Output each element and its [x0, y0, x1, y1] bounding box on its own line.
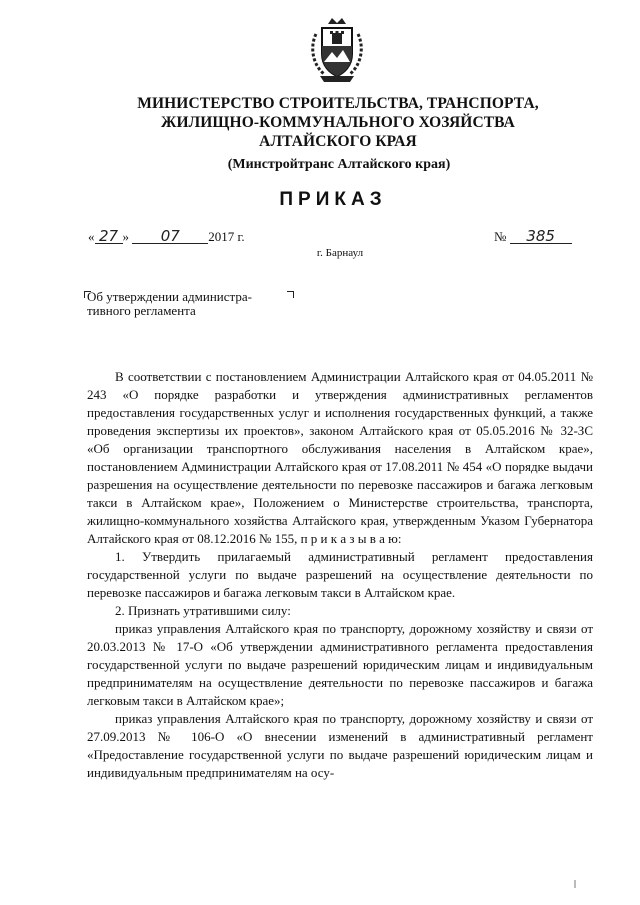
scan-mark	[574, 880, 576, 888]
repealed-order-1-paragraph: приказ управления Алтайского края по транспорту, дорожному хозяйству и связи от 20.03.2013 № 17-О «Об утверждении административного регламента предоставления государственной услуги по выдаче разрешений юридическим лицам и индивидуальным предпринимателям на осуществление деятельности по перевозке пассажиров и багажа легковым такси в Алтайском крае»;	[87, 621, 593, 708]
city	[0, 247, 640, 259]
preamble-paragraph: В соответствии с постановлением Администрации Алтайского края от 04.05.2011 № 243 «О порядке разработки и утверждения административных регламентов предоставления государственных услуг и исполнения государственных функций, а также проведения экспертизы их проектов», законом Алтайского края от 05.05.2016 № 32-ЗС «Об организации транспортного обслуживания населения в Алтайском крае», постановлением Администрации Алтайского края от 17.08.2011 № 454 «О порядке выдачи разрешения на осуществление деятельности по перевозке пассажиров и багажа легковым такси в Алтайском крае», Положением о Министерстве строительства, транспорта, жилищно-коммунального хозяйства Алтайского края, утвержденным Указом Губернатора Алтайского края от 08.12.2016 № 155, п р и к а з ы в а ю:	[87, 369, 593, 546]
ministry-name	[0, 94, 640, 151]
ministry-line-3: АЛТАЙСКОГО КРАЯ	[259, 133, 417, 150]
clause-2-paragraph: 2. Признать утратившими силу:	[115, 603, 291, 618]
ministry-line-1: МИНИСТЕРСТВО СТРОИТЕЛЬСТВА, ТРАНСПОРТА,	[137, 95, 539, 112]
subject-bracket-left	[84, 291, 91, 298]
coat-of-arms-icon	[306, 16, 368, 84]
date-open-quote: «	[88, 229, 95, 244]
order-number	[494, 229, 572, 245]
clause-1-paragraph: 1. Утвердить прилагаемый административный регламент предоставления государственной услуги по выдаче разрешений на осуществление деятельности по перевозке пассажиров и багажа легковым такси в Алтайском крае.	[87, 549, 593, 600]
repealed-order-2-paragraph: приказ управления Алтайского края по транспорту, дорожному хозяйству и связи от 27.09.2013 № 106-О «О внесении изменений в административный регламент «Предоставление государственной услуги по выдаче разрешений юридическим лицам и индивидуальным предпринимателям на осу-	[87, 711, 593, 780]
order-body	[87, 368, 593, 782]
document-type-text: ПРИКАЗ	[279, 189, 387, 210]
order-date	[88, 229, 245, 245]
ministry-short-name-text: (Минстройтранс Алтайского края)	[227, 157, 451, 172]
ministry-short-name	[0, 157, 640, 173]
date-year: 2017 г.	[208, 229, 245, 244]
document-type	[0, 189, 640, 211]
date-day: 27	[95, 229, 123, 244]
order-number-value: 385	[510, 229, 572, 244]
date-month: 07	[132, 229, 208, 244]
ministry-line-2: ЖИЛИЩНО-КОММУНАЛЬНОГО ХОЗЯЙСТВА	[161, 114, 515, 131]
order-subject	[87, 290, 252, 318]
order-number-prefix: №	[494, 229, 507, 244]
subject-bracket-right	[287, 291, 294, 298]
city-text: г. Барнаул	[316, 247, 364, 259]
subject-line-2: тивного регламента	[87, 303, 196, 318]
date-close-quote: »	[122, 229, 129, 244]
subject-line-1: Об утверждении администра-	[87, 289, 252, 304]
